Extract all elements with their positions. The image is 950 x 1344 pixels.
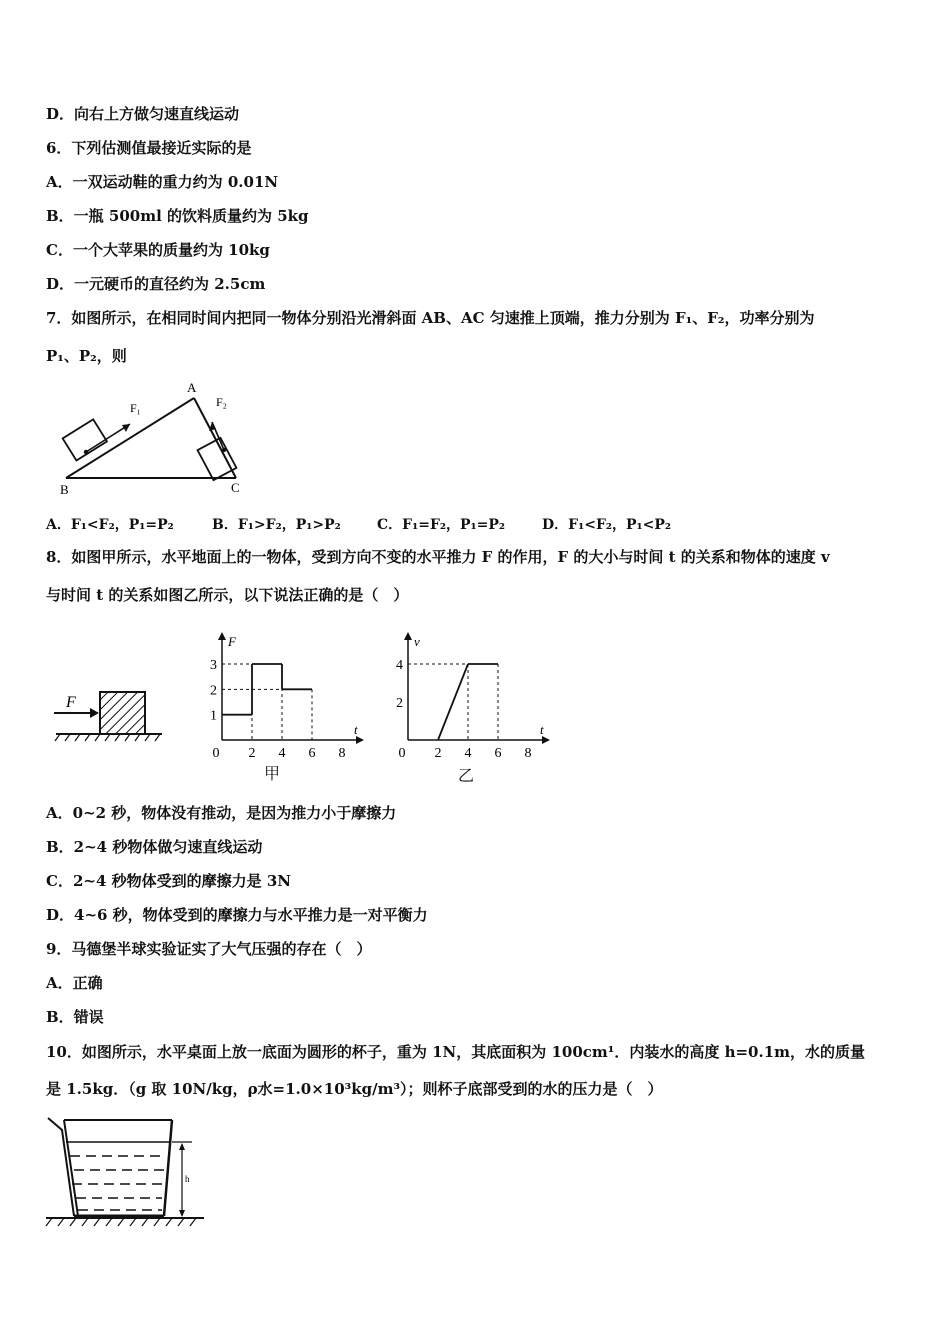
q6-option-a: A．一双运动鞋的重力约为 0.01N — [46, 173, 279, 191]
height-label: h — [185, 1174, 190, 1184]
hatched-block — [100, 692, 145, 734]
label-a: A — [187, 380, 197, 395]
y-tick-label: 2 — [210, 683, 217, 699]
block-on-ab — [63, 419, 107, 460]
q8-option-d: D．4~6 秒，物体受到的摩擦力与水平推力是一对平衡力 — [46, 906, 428, 924]
push-arrow-head — [90, 708, 99, 718]
q7-option-b: B．F₁>F₂，P₁>P₂ — [212, 517, 341, 533]
q6-option-d: D．一元硬币的直径约为 2.5cm — [46, 275, 266, 293]
y-axis-arrow — [218, 632, 226, 640]
caption-yi: 乙 — [458, 766, 475, 785]
q7-stem-line-2: P₁、P₂，则 — [46, 347, 127, 365]
x-tick-label: 2 — [248, 746, 256, 760]
caption-jia: 甲 — [264, 764, 281, 783]
q8-stem-line-2: 与时间 t 的关系如图乙所示，以下说法正确的是（ ） — [46, 586, 409, 604]
q7-option-a: A．F₁<F₂，P₁=P₂ — [46, 517, 174, 533]
label-b: B — [60, 482, 69, 497]
x-tick-label: 4 — [464, 746, 472, 760]
y-axis-arrow — [404, 632, 412, 640]
x-axis-arrow — [542, 736, 550, 744]
q6-stem: 6．下列估测值最接近实际的是 — [46, 139, 252, 157]
q6-option-b: B．一瓶 500ml 的饮料质量约为 5kg — [46, 207, 309, 225]
y-tick-label: 3 — [210, 658, 217, 673]
q8-option-b: B．2~4 秒物体做匀速直线运动 — [46, 838, 263, 856]
x-axis-arrow — [356, 736, 364, 744]
origin-label: 0 — [212, 746, 220, 760]
label-f1: F₁ — [130, 401, 141, 415]
x-tick-label: 6 — [494, 746, 502, 760]
q6-option-c: C．一个大苹果的质量约为 10kg — [46, 241, 270, 259]
y-tick-label: 2 — [396, 696, 403, 711]
ground-hatch — [46, 1218, 196, 1226]
push-label: F — [66, 694, 76, 711]
height-arrow-top — [179, 1143, 185, 1150]
q7-incline-figure — [44, 378, 264, 498]
x-tick-label: 2 — [434, 746, 442, 760]
q10-stem-line-1: 10．如图所示，水平桌面上放一底面为圆形的杯子，重为 1N，其底面积为 100cm¹．内装水的高度 h=0.1m，水的质量 — [46, 1043, 866, 1061]
x-tick-label: 4 — [278, 746, 286, 760]
q7-option-d: D．F₁<F₂，P₁<P₂ — [542, 517, 672, 533]
q10-stem-line-2: 是 1.5kg．（g 取 10N/kg，ρ水=1.0×10³kg/m³）；则杯子底部受到的水的压力是（ ） — [46, 1080, 663, 1098]
y-axis-label: v — [414, 634, 420, 649]
q9-option-a: A．正确 — [46, 974, 103, 992]
q8-block-figure — [50, 680, 170, 744]
x-tick-label: 6 — [308, 746, 316, 760]
q8-stem-line-1: 8．如图甲所示，水平地面上的一物体，受到方向不变的水平推力 F 的作用，F 的大小与时间 t 的关系和物体的速度 v — [46, 548, 830, 566]
v-t-segment — [438, 664, 468, 740]
q7-stem-line-1: 7．如图所示，在相同时间内把同一物体分别沿光滑斜面 AB、AC 匀速推上顶端，推力分别为 F₁、F₂，功率分别为 — [46, 309, 815, 327]
q8-option-c: C．2~4 秒物体受到的摩擦力是 3N — [46, 872, 291, 890]
origin-label: 0 — [398, 746, 406, 760]
height-arrow-bottom — [179, 1210, 185, 1217]
ground-hatch — [55, 734, 160, 741]
y-tick-label: 1 — [210, 708, 217, 724]
y-tick-label: 4 — [396, 658, 403, 673]
label-c: C — [231, 480, 240, 495]
block-on-ac — [198, 438, 237, 480]
x-tick-label: 8 — [338, 746, 346, 760]
x-axis-label: t — [540, 722, 544, 737]
x-axis-label: t — [354, 722, 358, 737]
water-dashes — [70, 1156, 166, 1210]
label-f2: F₂ — [216, 395, 227, 409]
q10-cup-figure — [44, 1112, 214, 1232]
arrow-f1 — [86, 424, 130, 452]
q8-option-a: A．0~2 秒，物体没有推动，是因为推力小于摩擦力 — [46, 804, 397, 822]
y-axis-label: F — [228, 634, 236, 649]
q9-stem: 9．马德堡半球实验证实了大气压强的存在（ ） — [46, 940, 372, 958]
q5-option-d: D．向右上方做匀速直线运动 — [46, 105, 240, 123]
q9-option-b: B．错误 — [46, 1008, 104, 1026]
v-t-chart — [386, 630, 556, 760]
f-t-chart — [200, 630, 370, 760]
cup-right-wall — [164, 1120, 172, 1216]
incline-ac — [194, 398, 236, 478]
q7-option-c: C．F₁=F₂，P₁=P₂ — [377, 517, 506, 533]
x-tick-label: 8 — [524, 746, 532, 760]
